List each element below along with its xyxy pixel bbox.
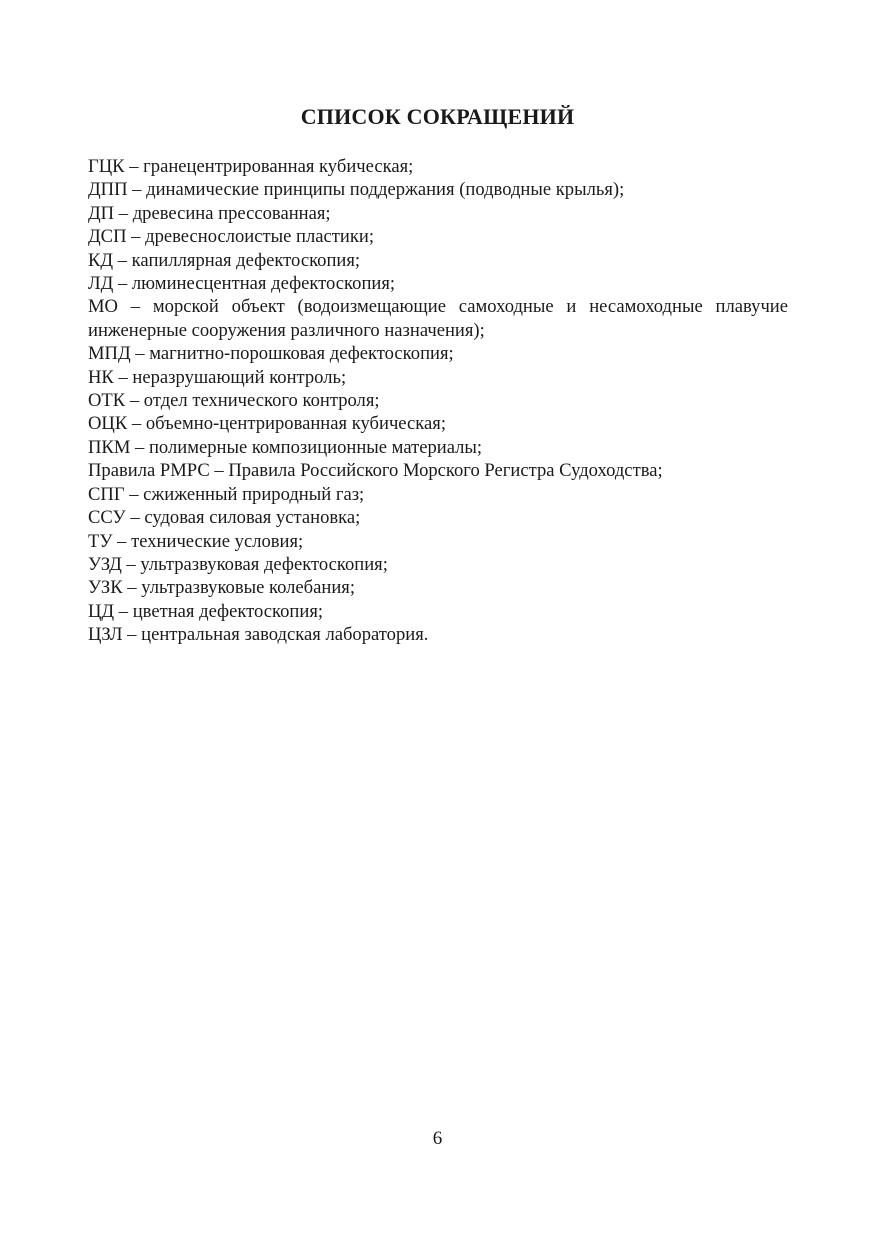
list-item: КД – капиллярная дефектоскопия; bbox=[88, 249, 361, 271]
list-item: СПГ – сжиженный природный газ; bbox=[88, 483, 365, 505]
list-item: МПД – магнитно-порошковая дефектоскопия; bbox=[88, 343, 454, 365]
list-item: ОТК – отдел технического контроля; bbox=[88, 390, 380, 412]
list-item: ДСП – древеснослоистые пластики; bbox=[88, 226, 374, 248]
list-item: ТУ – технические условия; bbox=[88, 530, 304, 552]
list-item: ЦД – цветная дефектоскопия; bbox=[88, 600, 324, 622]
list-item: УЗД – ультразвуковая дефектоскопия; bbox=[88, 553, 388, 575]
list-item: ССУ – судовая силовая установка; bbox=[88, 507, 361, 529]
list-item: ДПП – динамические принципы поддержания (подводные крылья); bbox=[88, 179, 625, 201]
list-item: ПКМ – полимерные композиционные материалы; bbox=[88, 436, 483, 458]
list-item: Правила РМРС – Правила Российского Морского Регистра Судоходства; bbox=[88, 460, 663, 482]
page-number: 6 bbox=[432, 1128, 443, 1149]
list-item: УЗК – ультразвуковые колебания; bbox=[88, 577, 356, 599]
abbreviation-list bbox=[88, 155, 788, 647]
list-item: ГЦК – гранецентрированная кубическая; bbox=[88, 156, 414, 177]
list-item: МО – морской объект (водоизмещающие самоходные и несамоходные плавучие инженерные сооружения различного назначения); bbox=[88, 296, 788, 341]
list-item: ЦЗЛ – центральная заводская лаборатория. bbox=[88, 624, 429, 646]
list-item: ЛД – люминесцентная дефектоскопия; bbox=[88, 273, 396, 295]
page-title: СПИСОК СОКРАЩЕНИЙ bbox=[300, 104, 575, 129]
list-item: ОЦК – объемно-центрированная кубическая; bbox=[88, 413, 446, 435]
list-item: НК – неразрушающий контроль; bbox=[88, 366, 347, 388]
list-item: ДП – древесина прессованная; bbox=[88, 202, 331, 224]
